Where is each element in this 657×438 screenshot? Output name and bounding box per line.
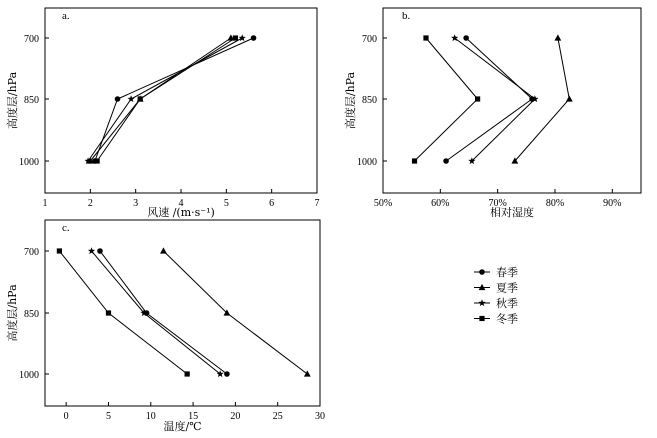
legend-label: 夏季 xyxy=(496,281,518,295)
panel-c-xtick-label: 5 xyxy=(105,411,111,422)
panel-a-xtick-label: 4 xyxy=(178,198,184,209)
panel-c-ytick-label: 700 xyxy=(24,247,39,258)
panel-b-ylabel: 高度层/hPa xyxy=(344,71,357,130)
panel-b-label: b. xyxy=(402,10,411,22)
panel-a-point-square xyxy=(233,35,238,40)
panel-b-series-line-3 xyxy=(455,38,535,161)
panel-b-ytick-label: 1000 xyxy=(357,157,377,168)
panel-a-point-square xyxy=(95,158,100,163)
panel-a-frame xyxy=(45,8,317,193)
panel-c-point-star xyxy=(88,247,95,254)
panel-c-xtick-label: 20 xyxy=(230,411,241,422)
panel-b-series-line-4 xyxy=(415,38,478,161)
panel-b-xtick-label: 70% xyxy=(488,198,507,209)
panel-b-point-circle xyxy=(463,35,469,41)
panel-b-point-circle xyxy=(443,158,449,164)
panel-a-point-star xyxy=(128,95,135,102)
panel-c-xtick-label: 25 xyxy=(272,411,283,422)
panel-b-xtick-label: 90% xyxy=(603,198,622,209)
panel-a-ytick-label: 1000 xyxy=(19,157,39,168)
panel-b-point-triangle xyxy=(566,95,573,101)
panel-c-ytick-label: 1000 xyxy=(19,370,39,381)
panel-c-xlabel: 温度/℃ xyxy=(163,420,202,433)
panel-b-point-square xyxy=(423,35,428,40)
panel-a-point-circle xyxy=(251,35,257,41)
panel-b-xlabel: 相对湿度 xyxy=(490,206,534,219)
legend-marker-star xyxy=(478,299,485,306)
panel-a-ylabel: 高度层/hPa xyxy=(6,71,19,130)
panel-b-point-square xyxy=(475,96,480,101)
legend-label: 春季 xyxy=(496,266,518,279)
panel-b-series-line-2 xyxy=(515,38,569,161)
panel-a-series-line-2 xyxy=(90,38,231,161)
panel-a-xtick-label: 2 xyxy=(87,198,93,209)
panel-a-ytick-label: 700 xyxy=(24,34,39,45)
legend-label: 冬季 xyxy=(496,312,518,326)
panel-c-point-square xyxy=(57,248,62,253)
panel-a-ytick-label: 850 xyxy=(24,95,39,106)
panel-a-series-line-3 xyxy=(88,38,242,161)
panel-c-xtick-label: 30 xyxy=(315,411,325,422)
panel-c-ylabel: 高度层/hPa xyxy=(6,284,19,342)
panel-a-xtick-label: 5 xyxy=(223,198,229,209)
panel-a-point-circle xyxy=(115,96,121,102)
panel-c-point-triangle xyxy=(304,370,311,376)
panel-b-xtick-label: 50% xyxy=(373,198,393,209)
panel-c-series-line-2 xyxy=(164,251,308,374)
panel-c-point-circle xyxy=(224,371,230,377)
panel-a-xtick-label: 7 xyxy=(314,198,320,209)
panel-c-point-triangle xyxy=(160,247,167,253)
panel-b-point-square xyxy=(412,158,417,163)
panel-a-point-star xyxy=(239,34,246,41)
panel-c-xtick-label: 10 xyxy=(145,411,156,422)
panel-a-label: a. xyxy=(62,10,70,22)
panel-c-point-square xyxy=(106,310,111,315)
panel-b-xtick-label: 80% xyxy=(545,198,565,209)
panel-c-ytick-label: 850 xyxy=(24,309,39,320)
panel-b-frame xyxy=(383,8,641,193)
panel-b-ytick-label: 700 xyxy=(362,34,377,45)
panel-a-point-square xyxy=(138,96,143,101)
panel-b-ytick-label: 850 xyxy=(362,95,377,106)
panel-c-label: c. xyxy=(62,222,70,234)
legend-marker-circle xyxy=(479,269,485,275)
panel-a-xlabel: 风速 /(m·s⁻¹) xyxy=(147,206,215,219)
panel-a-xtick-label: 6 xyxy=(269,198,275,209)
panel-c-xtick-label: 15 xyxy=(188,411,199,422)
panel-b-point-triangle xyxy=(554,34,561,40)
panel-c-point-square xyxy=(185,371,190,376)
legend-label: 秋季 xyxy=(496,297,518,310)
panel-b-xtick-label: 60% xyxy=(431,198,450,209)
panel-a-xtick-label: 3 xyxy=(133,198,139,209)
panel-c-series-line-4 xyxy=(59,251,187,374)
panel-a-xtick-label: 1 xyxy=(42,198,48,209)
panel-c-point-circle xyxy=(97,248,103,254)
legend-marker-square xyxy=(479,316,484,321)
panel-c-frame xyxy=(45,220,320,406)
panel-c-xtick-label: 0 xyxy=(63,411,69,422)
panel-b-series-line-1 xyxy=(446,38,532,161)
